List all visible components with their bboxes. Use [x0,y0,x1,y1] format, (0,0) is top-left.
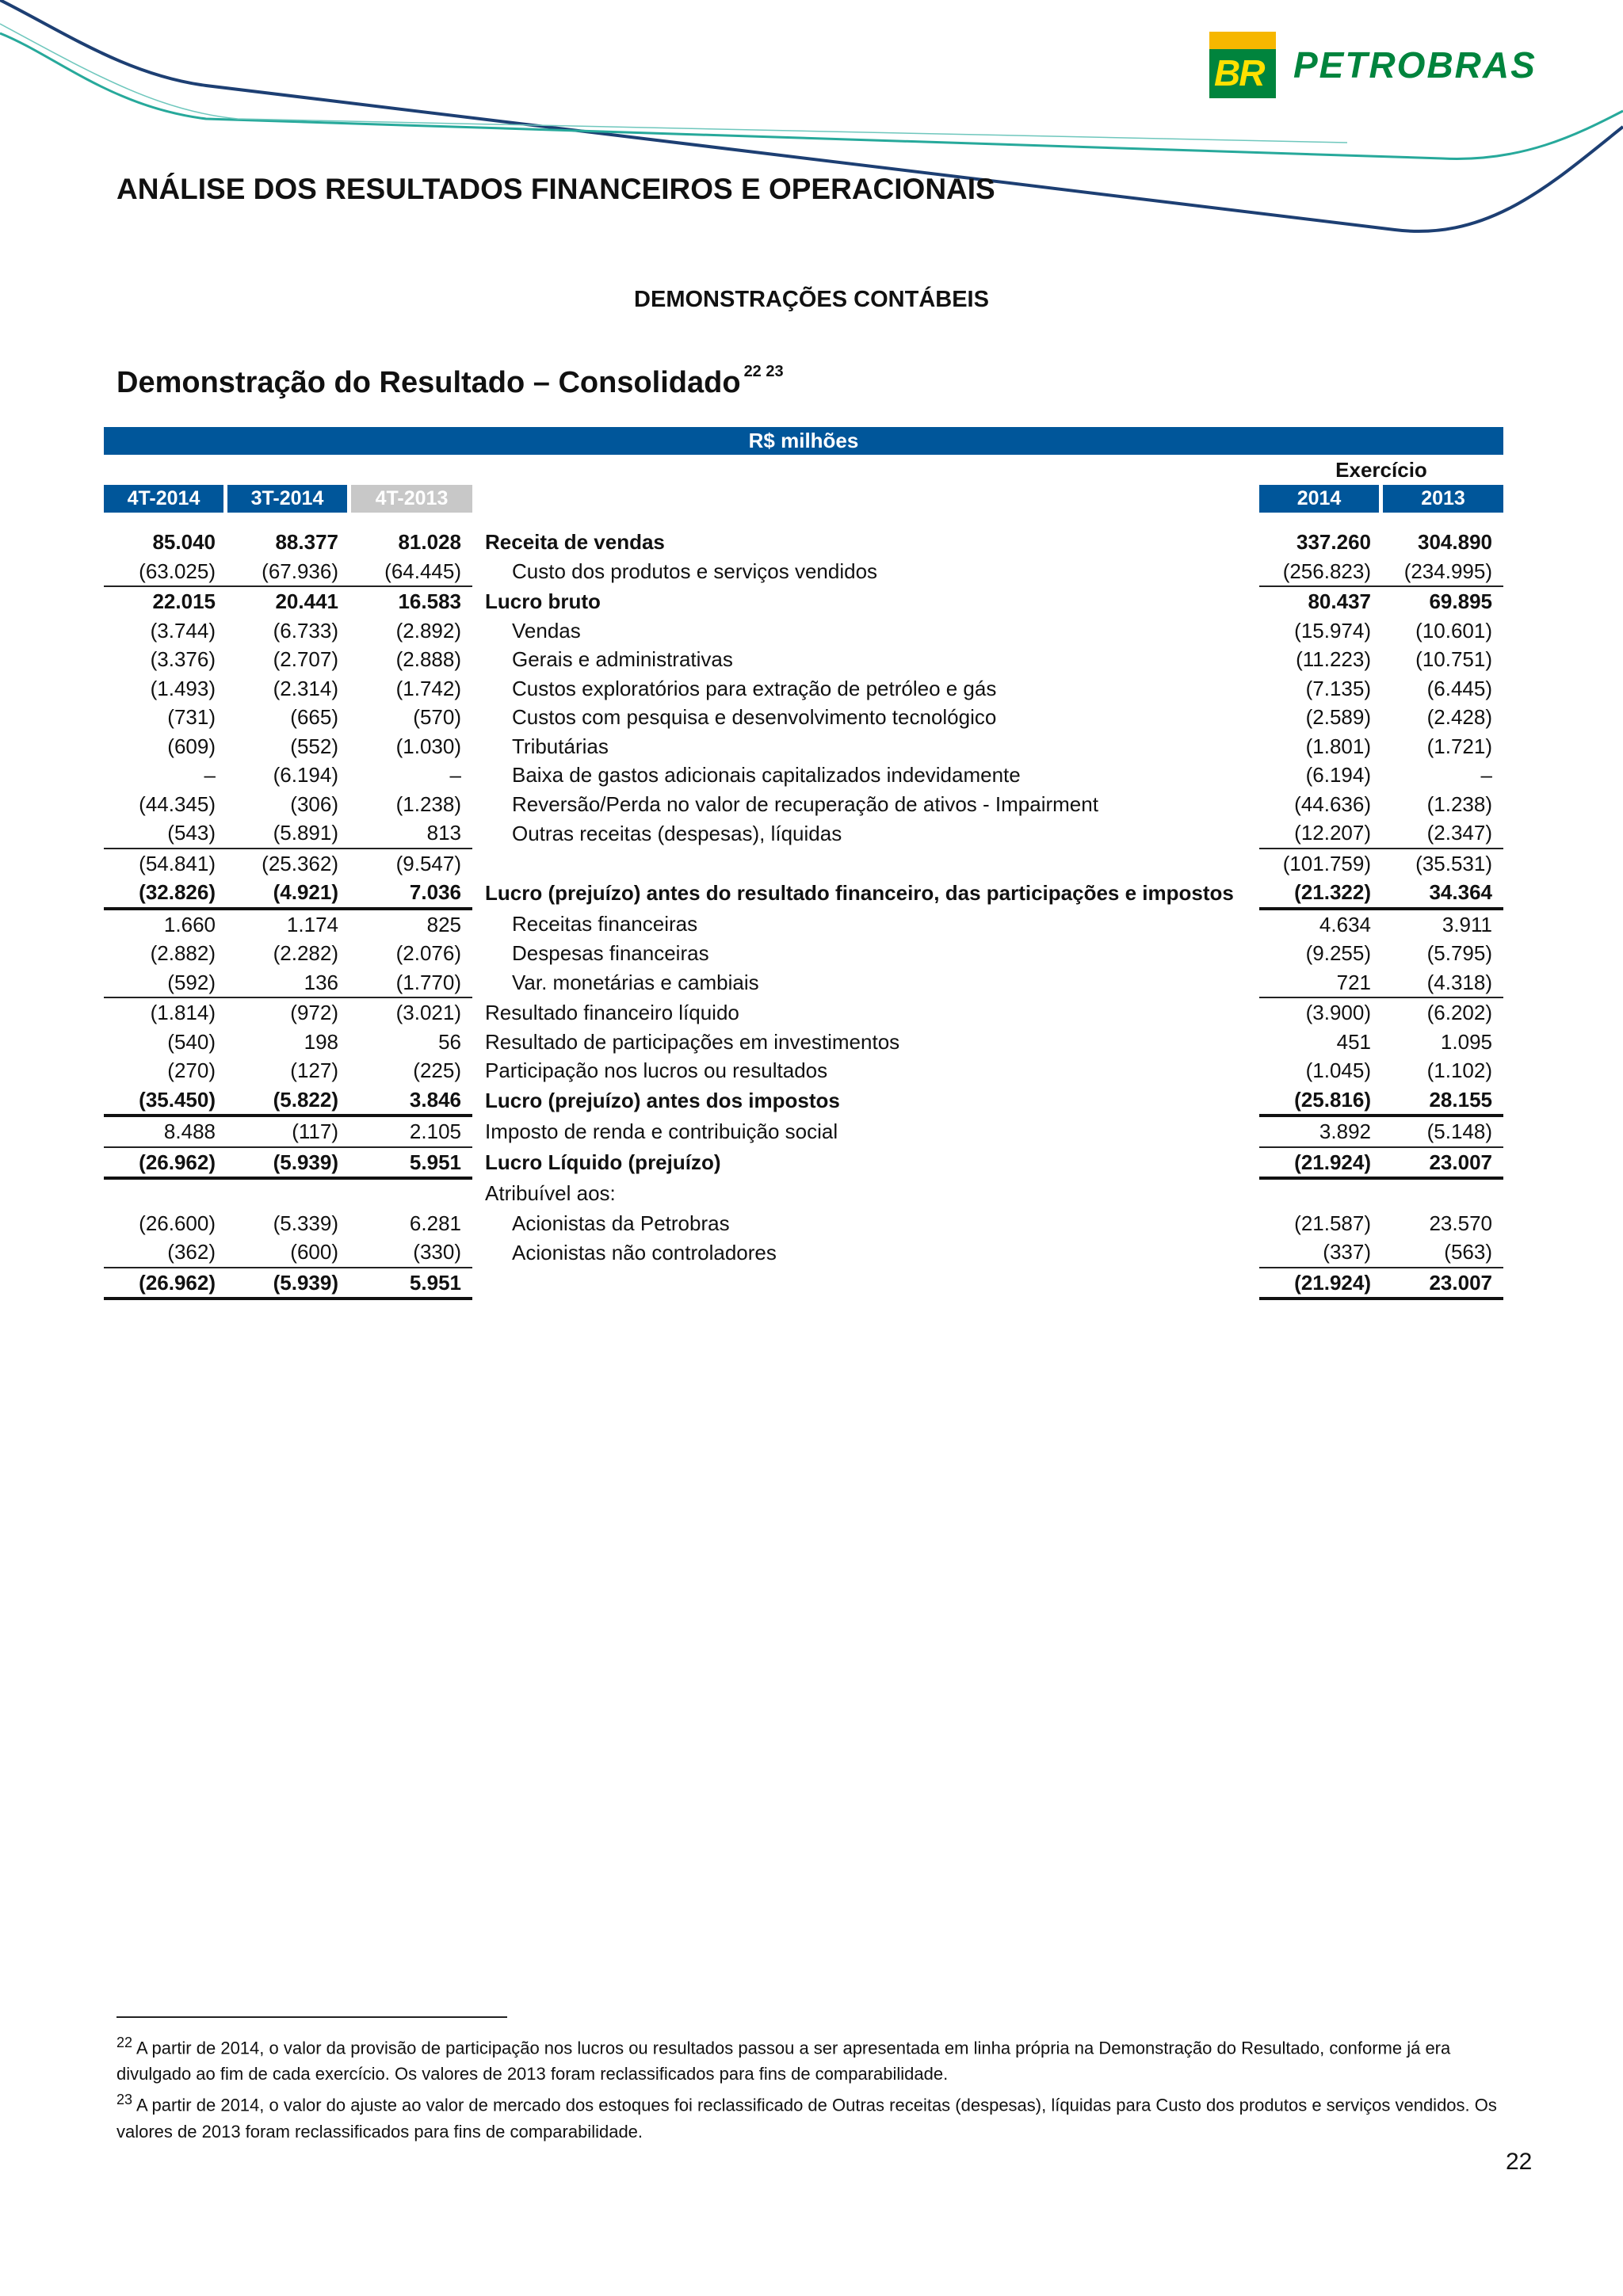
row-label: Custos exploratórios para extração de petróleo e gás [512,676,997,700]
footnote-divider [116,2016,507,2018]
value-3t-2014: 136 [227,968,349,998]
value-2014: (21.587) [1294,1211,1371,1235]
value-4t-2013: (2.892) [395,618,461,643]
footnote-22 [116,2030,1511,2087]
value-2014: (6.194) [1305,763,1371,788]
page-number: 22 [1506,2149,1533,2175]
value-2014: (15.974) [1294,618,1371,643]
value-3t-2014: (5.891) [227,818,349,849]
footnote-ref-22: 22 [116,2035,133,2050]
value-4t-2013: 7.036 [349,878,472,909]
value-4t-2013: (2.076) [395,941,461,966]
row-label: Atribuível aos: [485,1181,616,1206]
value-4t-2014: (362) [104,1238,227,1268]
value-2014: (3.900) [1305,1001,1371,1025]
value-2013: (10.751) [1415,647,1492,672]
value-4t-2013: (1.238) [395,791,461,816]
value-2014: (1.801) [1305,734,1371,758]
value-2013: (2.428) [1426,705,1492,730]
value-4t-2014: (54.841) [139,851,216,875]
value-4t-2013: 5.951 [349,1268,472,1299]
table-row [104,703,1503,732]
value-2014: 721 [1259,968,1382,998]
value-4t-2013: (9.547) [395,851,461,875]
table-row [104,1056,1503,1085]
value-2014 [1259,1178,1382,1209]
value-4t-2014: – [204,763,216,788]
table-row [104,1147,1503,1179]
header-4t-2013: 4T-2013 [351,485,472,513]
value-3t-2014: (600) [227,1238,349,1268]
value-2014: (11.223) [1296,647,1371,672]
value-3t-2014: 88.377 [275,530,338,555]
value-4t-2013: 813 [349,818,472,849]
value-4t-2014: (2.882) [150,941,216,966]
value-4t-2014: (543) [104,818,227,849]
value-3t-2014: (2.707) [273,647,338,672]
value-2013: 3.911 [1442,912,1492,936]
value-2014: (337) [1259,1238,1382,1268]
row-label: Reversão/Perda no valor de recuperação de ativos - Impairment [512,791,1098,816]
value-4t-2014: (3.744) [150,618,216,643]
value-3t-2014: 198 [304,1029,338,1054]
footnote-23 [116,2087,1511,2144]
row-label [472,1268,1259,1299]
table-row [104,939,1503,968]
value-2014: (21.322) [1259,878,1382,909]
footnote-text-22: A partir de 2014, o valor da provisão de participação nos lucros ou resultados passou a ser apresentada em linha própria na Demonstração do Resultado, conforme já era divulgado ao fim de cada exercício. Os valores de 2013 foram reclassificados para fins de comparabilidade. [116,2038,1451,2084]
row-label: Receitas financeiras [512,911,698,936]
value-4t-2013: (2.888) [395,647,461,672]
value-4t-2014: (1.493) [150,676,216,700]
value-2013: (6.202) [1426,1001,1492,1025]
value-2013: 23.007 [1382,1268,1503,1299]
value-4t-2013: (1.770) [349,968,472,998]
row-label: Resultado de participações em investimentos [485,1029,900,1054]
value-4t-2014: (731) [167,705,216,730]
value-2014: (21.924) [1259,1147,1382,1179]
value-2013: (6.445) [1426,676,1492,700]
table-row [104,849,1503,879]
value-4t-2014: (592) [104,968,227,998]
footnote-refs: 22 23 [743,363,784,380]
row-label: Outras receitas (despesas), líquidas [512,821,842,845]
petrobras-logo [1209,32,1537,98]
value-2013: (5.795) [1426,941,1492,966]
row-label: Lucro (prejuízo) antes dos impostos [485,1088,840,1112]
table-row [104,1268,1503,1299]
value-4t-2014: (1.814) [150,1001,216,1025]
value-4t-2014: (35.450) [104,1085,227,1116]
row-label: Vendas [512,618,581,643]
value-3t-2014: (5.822) [227,1085,349,1116]
value-2014: 4.634 [1319,912,1371,936]
value-2014: (21.924) [1259,1268,1382,1299]
value-2014: 451 [1336,1029,1371,1054]
unit-banner: R$ milhões [104,427,1503,455]
value-2013: 1.095 [1440,1029,1492,1054]
value-4t-2013: 825 [426,912,461,936]
table-row [104,1178,1503,1209]
value-2014: (12.207) [1259,818,1382,849]
value-3t-2014: (6.733) [273,618,338,643]
value-4t-2013: (330) [349,1238,472,1268]
header-2013: 2013 [1383,485,1503,513]
value-2013: (1.721) [1426,734,1492,758]
value-4t-2014: (32.826) [104,878,227,909]
value-2014: (101.759) [1282,851,1371,875]
value-4t-2014: (540) [167,1029,216,1054]
value-4t-2014: (26.962) [104,1147,227,1179]
table-row [104,761,1503,790]
table-row [104,997,1503,1028]
table-row [104,818,1503,849]
value-2013: (563) [1382,1238,1503,1268]
header-3t-2014: 3T-2014 [227,485,347,513]
value-4t-2013: 56 [438,1029,461,1054]
statement-title [116,363,784,400]
value-3t-2014: (5.339) [273,1211,338,1235]
table-row [104,1085,1503,1116]
value-2013: (1.238) [1426,791,1492,816]
row-label: Resultado financeiro líquido [485,1000,739,1024]
value-3t-2014: (25.362) [262,851,338,875]
table-row [104,909,1503,940]
row-label: Participação nos lucros ou resultados [485,1058,828,1083]
table-row [104,1238,1503,1268]
value-4t-2013: 6.281 [409,1211,461,1235]
row-label: Lucro (prejuízo) antes do resultado financeiro, das participações e impostos [485,881,1234,906]
value-2013: 69.895 [1429,589,1492,614]
income-statement-table [104,528,1503,1300]
value-2014: (25.816) [1259,1085,1382,1116]
swoosh-thin-line [0,24,1347,143]
value-3t-2014 [227,1178,349,1209]
value-2013: (1.102) [1426,1058,1492,1083]
value-2013: (10.601) [1415,618,1492,643]
table-row [104,1116,1503,1147]
value-2013: (35.531) [1415,851,1492,875]
value-3t-2014: (306) [290,791,338,816]
table-row [104,674,1503,704]
value-2013: 34.364 [1382,878,1503,909]
value-4t-2013: (225) [413,1058,461,1083]
value-2013: (4.318) [1382,968,1503,998]
value-3t-2014: (117) [227,1116,349,1147]
value-2014: (9.255) [1305,941,1371,966]
row-label: Baixa de gastos adicionais capitalizados indevidamente [512,763,1021,788]
value-4t-2013 [349,1178,472,1209]
row-label: Despesas financeiras [512,941,709,966]
value-3t-2014: (972) [290,1001,338,1025]
value-2014: 337.260 [1296,530,1371,555]
value-3t-2014: (6.194) [273,763,338,788]
document-title: DEMONSTRAÇÕES CONTÁBEIS [634,287,989,312]
petrobras-wordmark: PETROBRAS [1293,44,1537,86]
value-4t-2014: 85.040 [152,530,216,555]
value-4t-2014: 8.488 [104,1116,227,1147]
value-2014: (1.045) [1305,1058,1371,1083]
footnote-ref-23: 23 [116,2092,133,2108]
table-row [104,1028,1503,1057]
value-2013: 28.155 [1382,1085,1503,1116]
value-2013: (5.148) [1382,1116,1503,1147]
header-2014: 2014 [1259,485,1379,513]
row-label: Lucro bruto [485,589,601,613]
row-label: Acionistas não controladores [512,1240,777,1264]
br-logo-mark [1209,32,1276,98]
value-4t-2014: (26.962) [104,1268,227,1299]
value-4t-2013: 5.951 [349,1147,472,1179]
header-4t-2014: 4T-2014 [104,485,223,513]
row-label: Custo dos produtos e serviços vendidos [512,559,878,584]
row-label: Gerais e administrativas [512,647,733,672]
value-4t-2014: (3.376) [150,647,216,672]
value-4t-2014: 22.015 [152,589,216,614]
value-4t-2014: (26.600) [139,1211,216,1235]
value-2013: 23.570 [1429,1211,1492,1235]
value-2013: 23.007 [1382,1147,1503,1179]
value-3t-2014: (4.921) [227,878,349,909]
value-2013 [1382,1178,1503,1209]
value-3t-2014: (2.314) [273,676,338,700]
value-2013: (2.347) [1382,818,1503,849]
row-label [472,849,1259,879]
row-label: Receita de vendas [485,530,665,555]
value-4t-2013: (1.742) [395,676,461,700]
value-2014: 80.437 [1308,589,1371,614]
value-2014: (256.823) [1259,557,1382,587]
value-3t-2014: (5.939) [227,1268,349,1299]
table-row [104,732,1503,761]
value-2014: 3.892 [1259,1116,1382,1147]
table-row [104,878,1503,909]
value-4t-2013: (64.445) [349,557,472,587]
value-3t-2014: (2.282) [273,941,338,966]
section-heading: ANÁLISE DOS RESULTADOS FINANCEIROS E OPERACIONAIS [116,173,995,205]
value-2014: (2.589) [1305,705,1371,730]
row-label: Acionistas da Petrobras [512,1211,730,1235]
footnote-text-23: A partir de 2014, o valor do ajuste ao valor de mercado dos estoques foi reclassificado de Outras receitas (despesas), líquidas para Custo dos produtos e serviços vendidos. Os valores de 2013 foram reclassificados para fins de comparabilidade. [116,2095,1497,2142]
br-logo-letters: BR [1214,52,1264,93]
value-3t-2014: (552) [290,734,338,758]
footnotes [116,2030,1511,2145]
table-row [104,557,1503,587]
value-4t-2014: (44.345) [139,791,216,816]
table-row [104,968,1503,998]
row-label: Tributárias [512,734,609,758]
row-label: Imposto de renda e contribuição social [485,1119,838,1143]
statement-title-text: Demonstração do Resultado – Consolidado [116,366,741,399]
value-3t-2014: (5.939) [227,1147,349,1179]
value-2013: – [1480,763,1492,788]
value-2013: 304.890 [1418,530,1492,555]
table-row [104,528,1503,557]
value-3t-2014: 1.174 [286,912,338,936]
value-2014: (7.135) [1305,676,1371,700]
row-label: Var. monetárias e cambiais [512,971,759,995]
table-row [104,1209,1503,1238]
value-3t-2014: (67.936) [227,557,349,587]
value-4t-2013: 2.105 [349,1116,472,1147]
value-4t-2013: (1.030) [395,734,461,758]
value-3t-2014: (127) [290,1058,338,1083]
value-4t-2014 [104,1178,227,1209]
value-4t-2013: (570) [413,705,461,730]
value-2014: (44.636) [1294,791,1371,816]
table-row [104,645,1503,674]
value-4t-2014: (609) [167,734,216,758]
row-label: Custos com pesquisa e desenvolvimento tecnológico [512,705,997,730]
value-4t-2014: (63.025) [104,557,227,587]
value-4t-2013: 3.846 [349,1085,472,1116]
value-3t-2014: (665) [290,705,338,730]
table-row [104,616,1503,646]
value-4t-2013: 16.583 [398,589,461,614]
value-4t-2013: 81.028 [398,530,461,555]
table-row [104,586,1503,616]
value-4t-2014: (270) [167,1058,216,1083]
row-label: Lucro Líquido (prejuízo) [485,1150,721,1175]
value-2013: (234.995) [1382,557,1503,587]
value-4t-2013: (3.021) [395,1001,461,1025]
exercise-label: Exercício [1335,458,1427,482]
value-4t-2013: – [449,763,461,788]
value-4t-2014: 1.660 [163,912,216,936]
value-3t-2014: 20.441 [275,589,338,614]
table-row [104,790,1503,819]
